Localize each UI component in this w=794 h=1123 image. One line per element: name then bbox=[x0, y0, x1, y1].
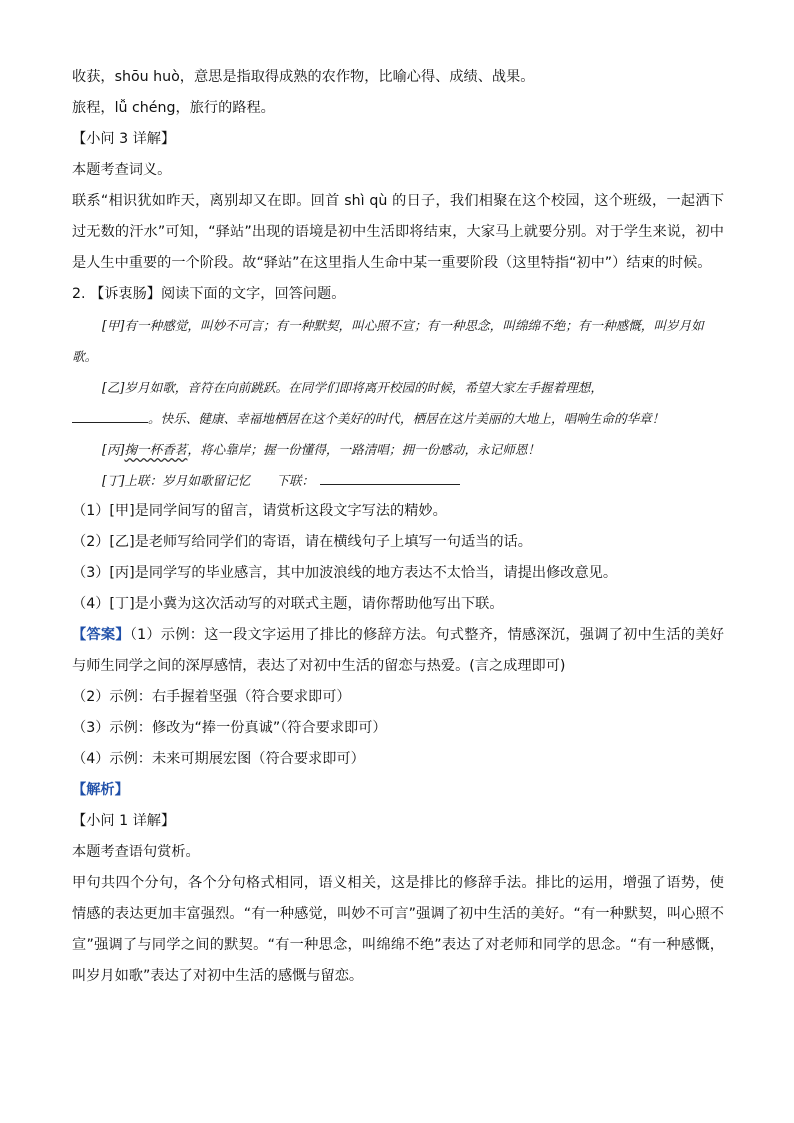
document-page bbox=[72, 62, 724, 992]
analysis-subheading: 【小问 1 详解】 bbox=[72, 813, 176, 829]
text-line: 本题考查词义。 bbox=[72, 162, 172, 178]
lower-couplet-blank[interactable] bbox=[320, 470, 460, 485]
lower-couplet-label: 下联： bbox=[276, 473, 315, 488]
answer-3: （3）示例：修改为“捧一份真诚”（符合要求即可） bbox=[72, 720, 387, 736]
analysis-tag-label: 【解析】 bbox=[72, 782, 129, 798]
text-line: 旅程，lǚ chéng，旅行的路程。 bbox=[72, 100, 275, 116]
upper-couplet: [丁]上联：岁月如歌留记忆 bbox=[102, 473, 251, 488]
quote-yi-line2 bbox=[72, 403, 724, 434]
sub-question-1: （1）[甲]是同学间写的留言，请赏析这段文字写法的精妙。 bbox=[72, 503, 447, 519]
quote-jia: [甲]有一种感觉，叫妙不可言；有一种默契，叫心照不宣；有一种思念，叫绵绵不绝；有一种感慨，叫岁月如歌。 bbox=[72, 318, 704, 364]
answer-4: （4）示例：未来可期展宏图（符合要求即可） bbox=[72, 751, 365, 767]
quote-bing-text: ，将心靠岸；握一份懂得，一路清唱；拥一份感动，永记师恩！ bbox=[187, 442, 541, 457]
fill-blank[interactable] bbox=[72, 408, 148, 423]
sub-question-3: （3）[丙]是同学写的毕业感言，其中加波浪线的地方表达不太恰当，请提出修改意见。 bbox=[72, 565, 618, 581]
question-title: 2. 【诉衷肠】阅读下面的文字，回答问题。 bbox=[72, 286, 346, 302]
analysis-tag bbox=[72, 775, 724, 806]
sub-question-4: （4）[丁]是小冀为这次活动写的对联式主题，请你帮助他写出下联。 bbox=[72, 596, 504, 612]
explanation-paragraph: 联系“相识犹如昨天，离别却又在即。回首 shì qù 的日子，我们相聚在这个校园，这个班级，一起洒下过无数的汗水”可知，“驿站”出现的语境是初中生活即将结束，大家马上就要分别。对于学生来说，初中是人生中重要的一个阶段。故“驿站”在这里指人生命中某一重要阶段（这里特指“初中”）结束的时候。 bbox=[72, 193, 724, 271]
answer-2: （2）示例：右手握着坚强（符合要求即可） bbox=[72, 689, 351, 705]
quote-bing-label: [丙] bbox=[102, 442, 125, 457]
answer-1 bbox=[72, 620, 724, 682]
text-line: 收获，shōu huò，意思是指取得成熟的农作物，比喻心得、成绩、战果。 bbox=[72, 69, 535, 85]
analysis-body: 甲句共四个分句，各个分句格式相同，语义相关，这是排比的修辞手法。排比的运用，增强了语势，使情感的表达更加丰富强烈。“有一种感觉，叫妙不可言”强调了初中生活的美好。“有一种默契，叫心照不宣”强调了与同学之间的默契。“有一种思念，叫绵绵不绝”表达了对老师和同学的思念。“有一种感慨，叫岁月如歌”表达了对初中生活的感慨与留恋。 bbox=[72, 875, 724, 984]
quote-ding bbox=[72, 465, 724, 496]
quote-bing bbox=[72, 434, 724, 465]
answer-tag: 【答案】 bbox=[72, 627, 130, 643]
quote-yi-line1: [乙]岁月如歌，音符在向前跳跃。在同学们即将离开校园的时候，希望大家左手握着理想， bbox=[102, 380, 603, 395]
section-heading: 【小问 3 详解】 bbox=[72, 131, 176, 147]
answer-1-text: （1）示例：这一段文字运用了排比的修辞方法。句式整齐，情感深沉，强调了初中生活的美好与师生同学之间的深厚感情，表达了对初中生活的留恋与热爱。(言之成理即可) bbox=[72, 627, 724, 674]
wavy-underlined-phrase: 掬一杯香茗 bbox=[124, 442, 188, 457]
analysis-intro: 本题考查语句赏析。 bbox=[72, 844, 200, 860]
sub-question-2: （2）[乙]是老师写给同学们的寄语，请在横线句子上填写一句适当的话。 bbox=[72, 534, 532, 550]
quote-yi-text: 。快乐、健康、幸福地栖居在这个美好的时代，栖居在这片美丽的大地上，唱响生命的华章！ bbox=[148, 411, 665, 426]
